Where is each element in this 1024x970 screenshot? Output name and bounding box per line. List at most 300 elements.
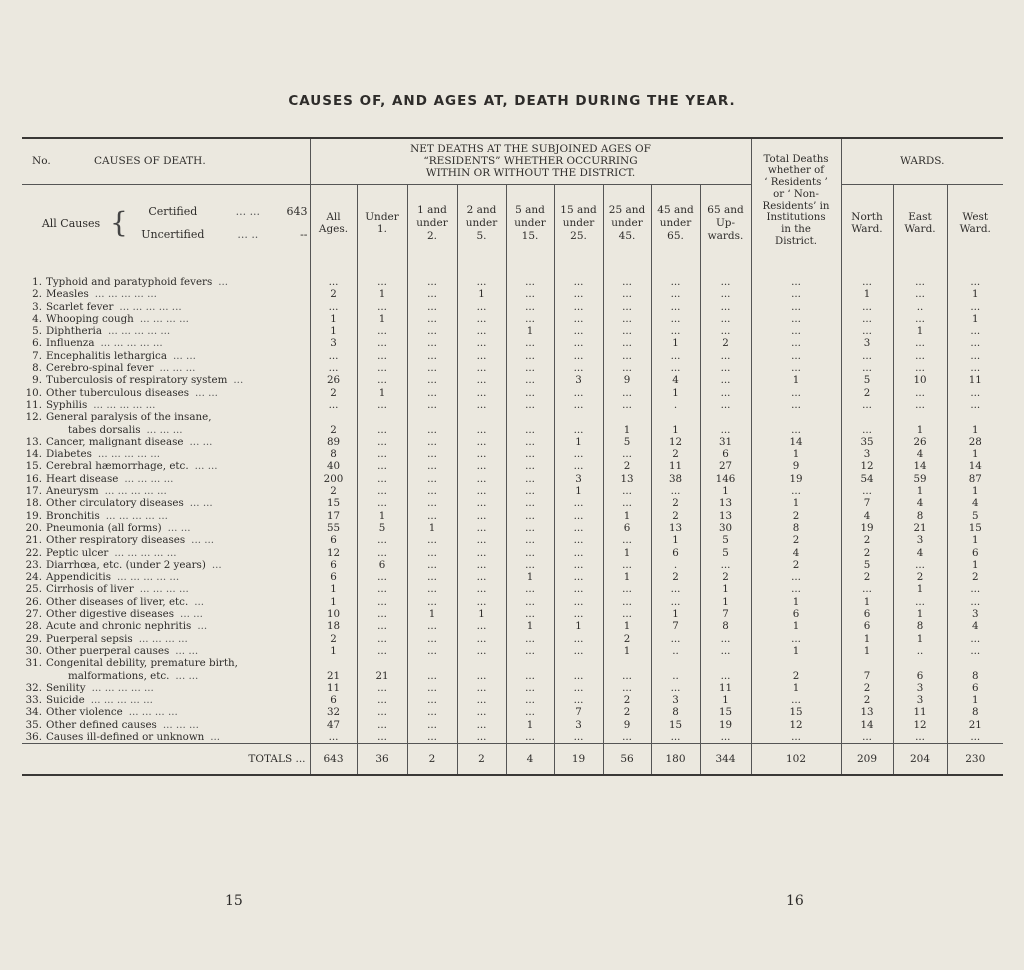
value-cell: ...: [700, 387, 751, 399]
value-cell: ...: [407, 399, 457, 411]
cause-number: 27.: [25, 608, 42, 621]
cause-cell: [22, 313, 310, 325]
value-cell: ..: [893, 645, 947, 657]
value-cell: 4: [751, 547, 841, 559]
value-cell: 7: [841, 670, 893, 682]
value-cell: ...: [457, 337, 506, 349]
value-cell: ...: [357, 362, 407, 374]
col-north-ward: [841, 184, 893, 262]
value-cell: 3: [554, 719, 603, 731]
leader-dots: ...: [211, 558, 222, 571]
value-cell: ...: [357, 350, 407, 362]
leader-dots: ... ... ... ...: [139, 583, 189, 596]
cause-name: Other violence: [46, 706, 123, 719]
value-cell: ...: [407, 460, 457, 472]
total-deaths-line: Total Deaths: [763, 153, 829, 165]
leader-dots: ... ...: [175, 644, 199, 657]
value-cell: 2: [603, 706, 651, 718]
value-cell: ...: [841, 362, 893, 374]
value-cell: ...: [506, 350, 554, 362]
cause-number: 19.: [25, 509, 42, 522]
brace-icon: {: [110, 206, 128, 240]
col-header-line: Ward.: [851, 223, 883, 236]
value-cell: 2: [893, 571, 947, 583]
total-deaths-line: Residents’ in: [762, 200, 830, 212]
value-cell: ...: [506, 645, 554, 657]
leader-dots: ... ... ... ...: [138, 632, 188, 645]
table-row: [22, 682, 1003, 694]
value-cell: 1: [651, 608, 700, 620]
value-cell: 2: [603, 694, 651, 706]
value-cell: ...: [357, 399, 407, 411]
value-cell: ...: [407, 547, 457, 559]
col-header-line: 65.: [667, 229, 684, 242]
table-row: [22, 485, 1003, 497]
value-cell: ...: [893, 731, 947, 744]
value-cell: 15: [700, 706, 751, 718]
value-cell: 1: [893, 485, 947, 497]
value-cell: 6: [841, 620, 893, 632]
totals-label: TOTALS ...: [22, 744, 310, 776]
col-header-line: 45.: [618, 229, 636, 242]
table-row: [22, 547, 1003, 559]
leader-dots: ... ...: [191, 534, 215, 547]
table-row: [22, 337, 1003, 349]
value-cell: 2: [700, 571, 751, 583]
col-under-1: [357, 184, 407, 262]
table-row: [22, 301, 1003, 313]
cause-cell: [22, 522, 310, 534]
table-row: [22, 276, 1003, 288]
uncertified-value: --: [300, 228, 308, 242]
value-cell: 1: [751, 620, 841, 632]
value-cell: 4: [893, 547, 947, 559]
value-cell: ...: [554, 534, 603, 546]
cause-name: Influenza: [46, 337, 95, 350]
value-cell: ...: [603, 485, 651, 497]
value-cell: 10: [310, 608, 357, 620]
cause-name: Scarlet fever: [46, 300, 114, 313]
value-cell: ...: [457, 719, 506, 731]
value-cell: ...: [603, 337, 651, 349]
cause-cell: [22, 510, 310, 522]
cause-name: Acute and chronic nephritis: [46, 620, 192, 633]
value-cell: ...: [700, 313, 751, 325]
value-cell: 15: [310, 497, 357, 509]
col-header-line: under: [514, 216, 546, 229]
cause-number: 16.: [25, 472, 42, 485]
value-cell: 9: [751, 460, 841, 472]
col-header-line: North: [851, 210, 883, 223]
value-cell: ...: [554, 350, 603, 362]
value-cell: 1: [554, 436, 603, 448]
value-cell: ...: [751, 571, 841, 583]
cause-name: Bronchitis: [46, 509, 100, 522]
value-cell: ...: [603, 313, 651, 325]
value-cell: 2: [603, 460, 651, 472]
cause-cell: [22, 608, 310, 620]
leader-dots: ... ... ... ...: [139, 312, 189, 325]
value-cell: ...: [457, 522, 506, 534]
value-cell: ...: [457, 362, 506, 374]
value-cell: ...: [407, 436, 457, 448]
col-65-upwards: [700, 184, 751, 262]
total-value: 2: [407, 744, 457, 776]
value-cell: ...: [554, 522, 603, 534]
value-cell: ...: [407, 362, 457, 374]
value-cell: ...: [603, 325, 651, 337]
cause-name: Causes ill-defined or unknown: [46, 730, 205, 743]
value-cell: ...: [506, 731, 554, 744]
value-cell: ...: [457, 620, 506, 632]
value-cell: ...: [603, 448, 651, 460]
cause-name: Diarrhœa, etc. (under 2 years): [46, 558, 206, 571]
cause-name: Typhoid and paratyphoid fevers: [46, 276, 213, 288]
deaths-table: [22, 137, 1003, 776]
value-cell: ...: [554, 694, 603, 706]
value-cell: ...: [506, 547, 554, 559]
all-causes-label: All Causes: [41, 216, 101, 230]
value-cell: ...: [603, 387, 651, 399]
cause-name: Other diseases of liver, etc.: [46, 595, 189, 608]
value-cell: 3: [841, 448, 893, 460]
value-cell: ...: [506, 485, 554, 497]
value-cell: ...: [651, 596, 700, 608]
cause-cell: [22, 583, 310, 595]
value-cell: 11: [893, 706, 947, 718]
cause-cell: [22, 682, 310, 694]
value-cell: ...: [457, 485, 506, 497]
value-cell: ...: [407, 620, 457, 632]
value-cell: ...: [651, 731, 700, 744]
value-cell: 1: [506, 719, 554, 731]
value-cell: [603, 657, 651, 669]
value-cell: ...: [457, 633, 506, 645]
value-cell: ...: [407, 633, 457, 645]
value-cell: 2: [751, 534, 841, 546]
value-cell: ...: [751, 399, 841, 411]
value-cell: 1: [603, 571, 651, 583]
col-25-under-45: [603, 184, 651, 262]
cause-number: 35.: [25, 718, 42, 731]
value-cell: ...: [310, 731, 357, 744]
total-deaths-line: Institutions: [766, 212, 826, 224]
cause-number: 28.: [25, 620, 42, 633]
value-cell: 1: [751, 374, 841, 386]
value-cell: [554, 657, 603, 669]
value-cell: 1: [893, 608, 947, 620]
value-cell: ...: [310, 276, 357, 288]
value-cell: ...: [554, 559, 603, 571]
value-cell: ...: [506, 276, 554, 288]
value-cell: ...: [554, 424, 603, 436]
value-cell: 13: [700, 510, 751, 522]
value-cell: ...: [651, 350, 700, 362]
value-cell: 1: [554, 620, 603, 632]
value-cell: ...: [457, 374, 506, 386]
cause-cell: [22, 399, 310, 411]
value-cell: 13: [700, 497, 751, 509]
table-row: [22, 350, 1003, 362]
table-body: [22, 276, 1003, 744]
value-cell: 13: [841, 706, 893, 718]
value-cell: 2: [841, 682, 893, 694]
cause-name: Other respiratory diseases: [46, 534, 186, 547]
value-cell: ...: [700, 362, 751, 374]
value-cell: ...: [554, 510, 603, 522]
value-cell: 21: [357, 670, 407, 682]
value-cell: 26: [893, 436, 947, 448]
table-row: [22, 596, 1003, 608]
value-cell: ...: [457, 387, 506, 399]
leader-dots: ... ... ...: [159, 362, 196, 375]
value-cell: 1: [651, 387, 700, 399]
cause-cell: [22, 497, 310, 509]
value-cell: ...: [947, 301, 1003, 313]
value-cell: ...: [554, 583, 603, 595]
col-2-under-5: [457, 184, 506, 262]
value-cell: 146: [700, 473, 751, 485]
col-header-line: 25.: [570, 229, 587, 242]
value-cell: 19: [841, 522, 893, 534]
value-cell: 14: [893, 460, 947, 472]
cause-cell: [22, 288, 310, 300]
cause-cell: [22, 424, 310, 436]
cause-number: 6.: [32, 337, 42, 350]
value-cell: ...: [506, 510, 554, 522]
value-cell: 5: [947, 510, 1003, 522]
table-row: [22, 325, 1003, 337]
cause-name: Syphilis: [46, 398, 88, 411]
value-cell: ...: [506, 522, 554, 534]
value-cell: ...: [506, 633, 554, 645]
cause-cell: [22, 633, 310, 645]
total-value: 19: [554, 744, 603, 776]
value-cell: ...: [407, 276, 457, 288]
table-row: [22, 387, 1003, 399]
value-cell: ...: [506, 583, 554, 595]
leader-dots: ... ...: [180, 608, 203, 621]
value-cell: ...: [893, 313, 947, 325]
value-cell: ...: [407, 337, 457, 349]
value-cell: ...: [700, 276, 751, 288]
table-row: [22, 670, 1003, 682]
value-cell: 1: [651, 534, 700, 546]
value-cell: ...: [651, 485, 700, 497]
leader-dots: ... ... ...: [146, 423, 183, 436]
value-cell: ...: [407, 670, 457, 682]
value-cell: [457, 657, 506, 669]
value-cell: 6: [751, 608, 841, 620]
table-row: [22, 436, 1003, 448]
value-cell: 2: [310, 424, 357, 436]
cause-name: Cirrhosis of liver: [46, 583, 134, 596]
cause-name: Cerebral hæmorrhage, etc.: [46, 460, 189, 473]
table-row: [22, 313, 1003, 325]
value-cell: ...: [457, 276, 506, 288]
cause-name: Appendicitis: [46, 571, 112, 584]
table-row: [22, 424, 1003, 436]
value-cell: 2: [651, 497, 700, 509]
leader-dots: ...: [218, 276, 229, 288]
value-cell: ...: [751, 731, 841, 744]
leader-dots: ... ...: [195, 386, 218, 399]
value-cell: 1: [310, 313, 357, 325]
cause-cell: [22, 596, 310, 608]
leader-dots: ... ... ... ... ...: [105, 509, 168, 522]
value-cell: ...: [457, 399, 506, 411]
cause-cell: [22, 559, 310, 571]
value-cell: ...: [751, 276, 841, 288]
cause-name: tabes dorsalis: [68, 423, 141, 436]
value-cell: 3: [893, 534, 947, 546]
value-cell: ...: [357, 534, 407, 546]
value-cell: 5: [357, 522, 407, 534]
value-cell: ...: [841, 485, 893, 497]
cause-name: Cerebro-spinal fever: [46, 362, 154, 375]
value-cell: [357, 657, 407, 669]
value-cell: ...: [947, 645, 1003, 657]
leader-dots: ... ... ... ... ...: [94, 288, 157, 301]
totals-row: [22, 744, 1003, 776]
value-cell: 28: [947, 436, 1003, 448]
value-cell: ...: [407, 571, 457, 583]
cause-number: 1.: [32, 276, 42, 288]
col-1-under-2: [407, 184, 457, 262]
value-cell: ...: [947, 583, 1003, 595]
value-cell: ...: [947, 276, 1003, 288]
value-cell: ...: [700, 399, 751, 411]
value-cell: 11: [947, 374, 1003, 386]
table-row: [22, 362, 1003, 374]
value-cell: ...: [506, 424, 554, 436]
value-cell: 27: [700, 460, 751, 472]
cause-number: 13.: [25, 435, 42, 448]
value-cell: ...: [407, 374, 457, 386]
value-cell: 1: [893, 424, 947, 436]
cause-cell: [22, 350, 310, 362]
col-header-line: under: [416, 216, 448, 229]
value-cell: ...: [651, 288, 700, 300]
value-cell: 6: [947, 682, 1003, 694]
value-cell: 2: [603, 633, 651, 645]
cause-name: General paralysis of the insane,: [46, 411, 212, 424]
leader-dots: ... ... ... ... ...: [114, 546, 177, 559]
value-cell: 6: [357, 559, 407, 571]
cause-name: Heart disease: [46, 472, 119, 485]
cause-number: 5.: [32, 325, 42, 338]
total-value: 643: [310, 744, 357, 776]
value-cell: ...: [603, 608, 651, 620]
col-header-line: wards.: [707, 229, 744, 242]
value-cell: ...: [407, 313, 457, 325]
col-header-line: 2 and: [466, 204, 497, 217]
cause-cell: [22, 301, 310, 313]
value-cell: 6: [651, 547, 700, 559]
value-cell: ...: [603, 399, 651, 411]
value-cell: ...: [357, 694, 407, 706]
col-header-line: West: [962, 210, 989, 223]
value-cell: ...: [357, 374, 407, 386]
value-cell: ...: [841, 325, 893, 337]
table-row: [22, 473, 1003, 485]
leader-dots: ... ... ... ... ...: [104, 485, 167, 498]
value-cell: ...: [603, 559, 651, 571]
col-east-ward: [893, 184, 947, 262]
value-cell: ...: [457, 571, 506, 583]
value-cell: 1: [700, 583, 751, 595]
cause-cell: [22, 473, 310, 485]
cause-cell: [22, 436, 310, 448]
value-cell: ...: [651, 301, 700, 313]
value-cell: ...: [651, 276, 700, 288]
value-cell: 1: [947, 485, 1003, 497]
value-cell: 6: [310, 534, 357, 546]
value-cell: ...: [651, 313, 700, 325]
value-cell: ...: [554, 276, 603, 288]
cause-cell: [22, 670, 310, 682]
value-cell: 3: [841, 337, 893, 349]
value-cell: 2: [841, 571, 893, 583]
value-cell: [700, 411, 751, 423]
uncertified-label: Uncertified: [141, 228, 205, 242]
value-cell: 1: [841, 596, 893, 608]
col-header-line: 1.: [376, 223, 388, 236]
value-cell: ...: [700, 670, 751, 682]
value-cell: 1: [841, 288, 893, 300]
value-cell: 1: [357, 510, 407, 522]
col-header-line: under: [562, 216, 595, 229]
value-cell: ...: [457, 313, 506, 325]
value-cell: ...: [841, 399, 893, 411]
value-cell: ...: [506, 706, 554, 718]
value-cell: ...: [407, 325, 457, 337]
col-header-line: 1 and: [417, 204, 447, 217]
value-cell: ...: [407, 387, 457, 399]
value-cell: 2: [947, 571, 1003, 583]
cause-cell: [22, 276, 310, 288]
value-cell: [603, 411, 651, 423]
value-cell: 1: [947, 424, 1003, 436]
table-row: [22, 559, 1003, 571]
leader-dots: ... ...: [189, 497, 213, 510]
value-cell: ...: [893, 337, 947, 349]
value-cell: 11: [700, 682, 751, 694]
cause-number: 8.: [32, 362, 42, 375]
value-cell: ...: [554, 645, 603, 657]
total-deaths-line: ‘ Residents ’: [764, 177, 828, 189]
cause-cell: [22, 694, 310, 706]
value-cell: ...: [457, 731, 506, 744]
value-cell: 6: [603, 522, 651, 534]
value-cell: ...: [893, 399, 947, 411]
value-cell: 5: [700, 534, 751, 546]
value-cell: ...: [407, 350, 457, 362]
value-cell: 1: [841, 645, 893, 657]
cause-number: 17.: [25, 485, 42, 498]
value-cell: ...: [893, 596, 947, 608]
cause-cell: [22, 485, 310, 497]
cause-cell: [22, 325, 310, 337]
value-cell: 4: [947, 497, 1003, 509]
table-row: [22, 645, 1003, 657]
value-cell: 9: [603, 374, 651, 386]
value-cell: ...: [357, 424, 407, 436]
value-cell: ...: [457, 473, 506, 485]
value-cell: ...: [751, 485, 841, 497]
total-value: 56: [603, 744, 651, 776]
value-cell: 5: [700, 547, 751, 559]
